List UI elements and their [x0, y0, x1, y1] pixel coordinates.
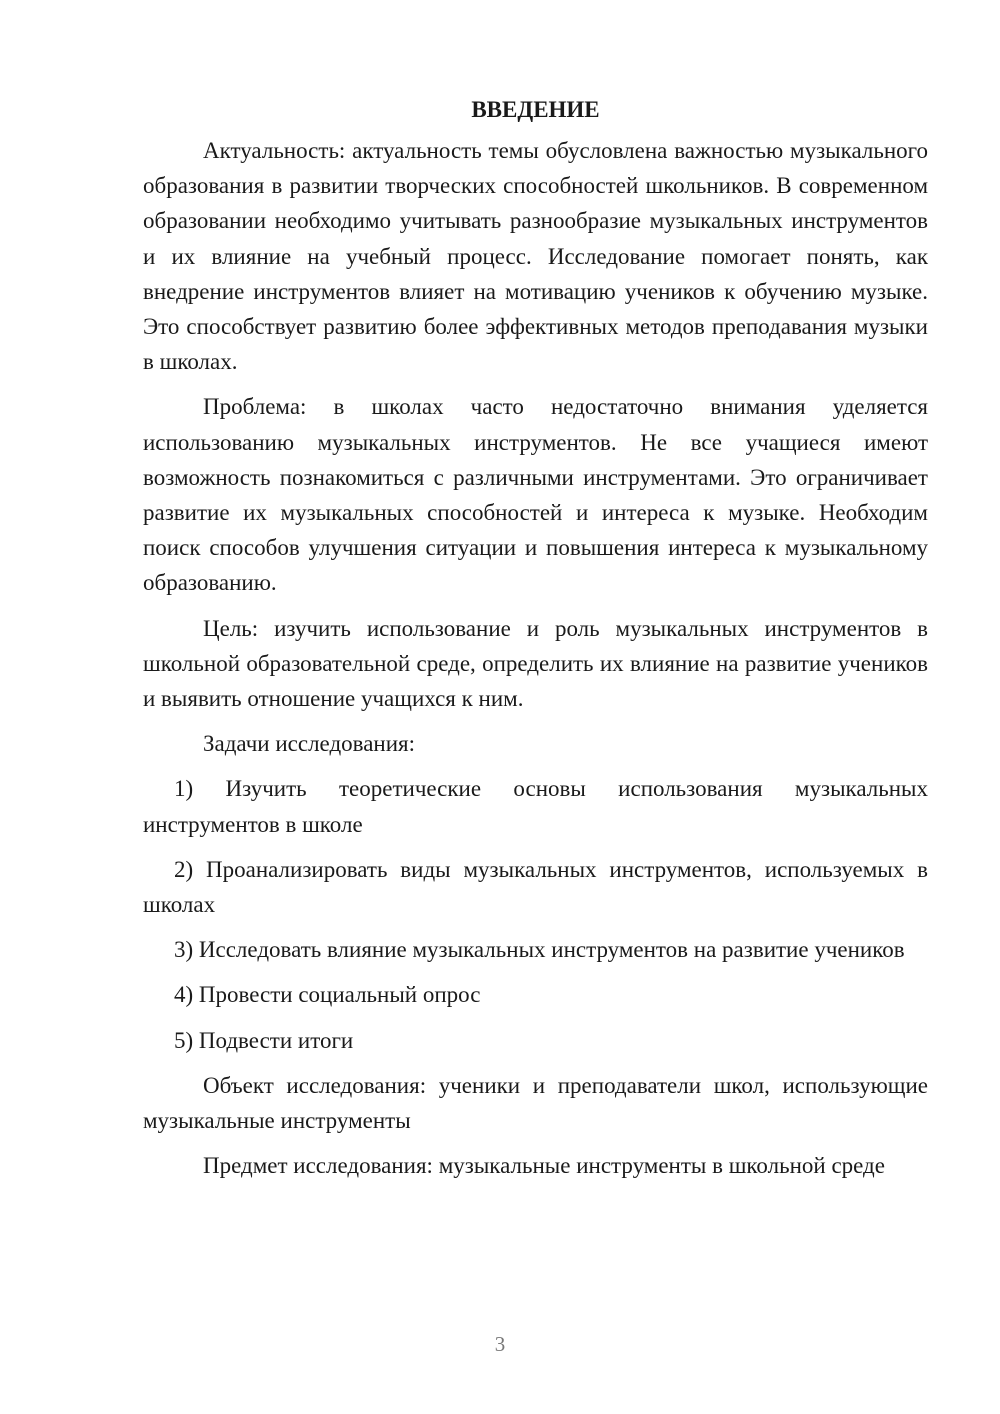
goal-paragraph: Цель: изучить использование и роль музыкальных инструментов в школьной образовательной среде, определить их влияние на развитие учеников и выявить отношение учащихся к ним. — [143, 615, 928, 712]
task-item-3: 3) Исследовать влияние музыкальных инструментов на развитие учеников — [174, 937, 905, 963]
tasks-heading: Задачи исследования: — [203, 731, 416, 757]
task-item-2: 2) Проанализировать виды музыкальных инструментов, используемых в школах — [143, 856, 928, 918]
task-item-4: 4) Провести социальный опрос — [174, 982, 481, 1008]
subject-paragraph: Предмет исследования: музыкальные инструменты в школьной среде — [203, 1153, 885, 1179]
problem-paragraph: Проблема: в школах часто недостаточно внимания уделяется использованию музыкальных инструментов. Не все учащиеся имеют возможность познакомиться с различными инструментами. Это ограничивает развитие их музыкальных способностей и интереса к музыке. Необходим поиск способов улучшения ситуации и повышения интереса к музыкальному образованию. — [143, 394, 928, 596]
page-title: ВВЕДЕНИЕ — [471, 97, 600, 122]
relevance-paragraph: Актуальность: актуальность темы обусловлена важностью музыкального образования в развитии творческих способностей школьников. В современном образовании необходимо учитывать разнообразие музыкальных инструментов и их влияние на учебный процесс. Исследование помогает понять, как внедрение инструментов влияет на мотивацию учеников к обучению музыке. Это способствует развитию более эффективных методов преподавания музыки в школах. — [143, 138, 928, 375]
task-item-1: 1) Изучить теоретические основы использования музыкальных инструментов в школе — [143, 776, 928, 837]
task-item-5: 5) Подвести итоги — [174, 1027, 354, 1053]
page-number: 3 — [494, 1332, 506, 1356]
document-page — [143, 92, 928, 1183]
object-paragraph: Объект исследования: ученики и преподаватели школ, использующие музыкальные инструменты — [143, 1072, 928, 1134]
